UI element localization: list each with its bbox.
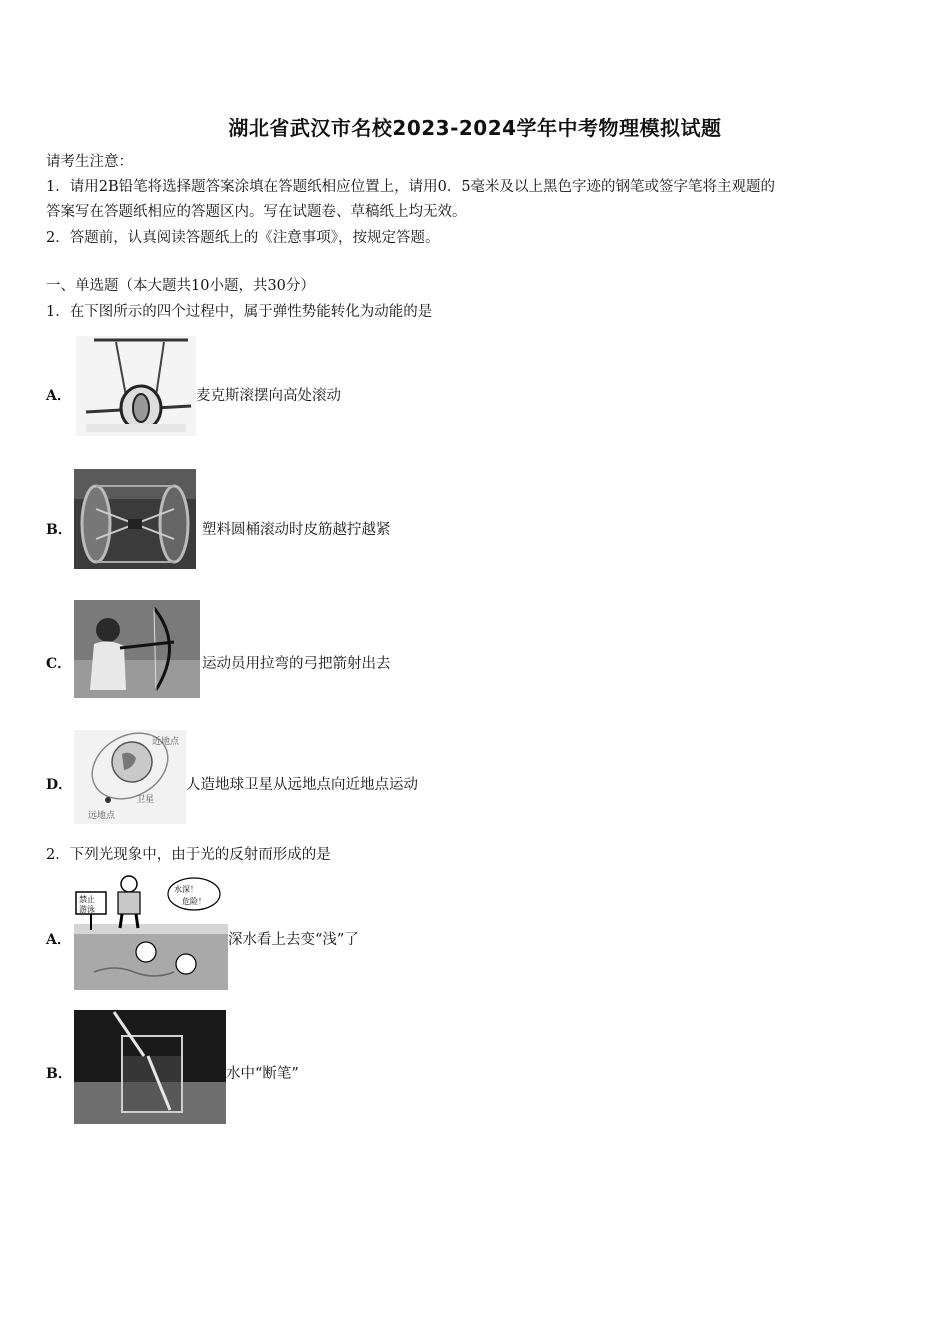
q1-option-a-image [76, 336, 196, 436]
q1-option-b-text: 塑料圆桶滚动时皮筋越拧越紧 [202, 522, 391, 538]
bubble-text-2: 危险！ [182, 897, 206, 906]
q1-option-c-text: 运动员用拉弯的弓把箭射出去 [202, 656, 391, 672]
notice-item-1-line-2: 答案写在答题纸相应的答题区内。写在试题卷、草稿纸上均无效。 [46, 204, 467, 220]
notice-item-1-line-1: 1．请用2B铅笔将选择题答案涂填在答题纸相应位置上，请用0．5毫米及以上黑色字迹的钢笔或签字笔将主观题的 [46, 179, 776, 195]
notice-heading: 请考生注意： [46, 154, 133, 170]
q1-option-a-letter: A． [46, 388, 71, 404]
sign-text-2: 游泳 [79, 905, 95, 914]
q2-option-b-letter: B． [46, 1066, 72, 1082]
bubble-text-1: 水深！ [174, 885, 198, 894]
question-2-stem: 2．下列光现象中，由于光的反射而形成的是 [46, 847, 331, 863]
notice-item-2: 2．答题前，认真阅读答题纸上的《注意事项》，按规定答题。 [46, 230, 440, 246]
fig-label-near: 近地点 [152, 737, 180, 747]
fig-label-far: 远地点 [88, 811, 116, 821]
q1-option-c-image [74, 600, 200, 698]
section-heading: 一、单选题（本大题共10小题，共30分） [46, 278, 315, 294]
q1-option-b-image [74, 469, 196, 569]
q2-option-b-image [74, 1010, 226, 1124]
q1-option-b-letter: B． [46, 522, 72, 538]
fig-label-satellite: 卫星 [136, 795, 155, 805]
sign-text-1: 禁止 [79, 895, 95, 904]
q2-option-a-letter: A． [46, 932, 71, 948]
q2-option-a-image [74, 872, 228, 990]
q1-option-a-text: 麦克斯滚摆向高处滚动 [196, 388, 341, 404]
q2-option-b-text: 水中“断笔” [226, 1066, 299, 1082]
question-1-stem: 1．在下图所示的四个过程中，属于弹性势能转化为动能的是 [46, 304, 433, 320]
q1-option-d-letter: D． [46, 777, 73, 793]
q1-option-d-text: 人造地球卫星从远地点向近地点运动 [186, 777, 418, 793]
page-title: 湖北省武汉市名校2023-2024学年中考物理模拟试题 [228, 116, 722, 140]
q2-option-a-text: 深水看上去变“浅”了 [228, 932, 359, 948]
q1-option-d-image [74, 730, 186, 824]
q1-option-c-letter: C． [46, 656, 72, 672]
